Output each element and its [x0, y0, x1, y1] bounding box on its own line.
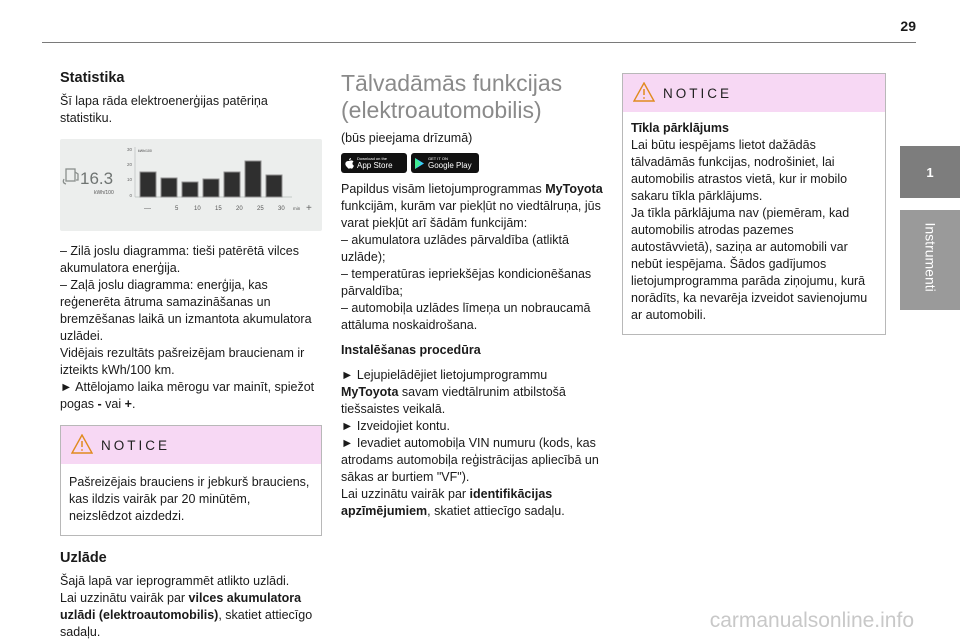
app-store-big: App Store	[357, 161, 393, 170]
google-play-icon	[415, 158, 425, 169]
app-store-badge[interactable]	[341, 153, 407, 173]
bar	[140, 172, 156, 197]
page-number: 29	[900, 18, 916, 34]
remote-functions-title: Tālvadāmās funkcijas (elektroautomobilis)	[341, 70, 563, 123]
notice-header	[61, 426, 321, 464]
network-notice-subtitle: Tīkla pārklājums	[631, 121, 729, 135]
bar	[245, 161, 261, 197]
notice-header	[623, 74, 885, 112]
watermark: carmanualsonline.info	[709, 609, 914, 632]
bar	[161, 178, 177, 197]
x-tick-25: 25	[257, 206, 264, 212]
y-tick-30: 30	[126, 147, 132, 152]
network-notice-box	[622, 73, 886, 335]
x-tick-15: 15	[215, 206, 222, 212]
x-tick-5: 5	[175, 206, 179, 212]
app-store-small: Download on the	[357, 156, 388, 161]
install-more: Lai uzzinātu vairāk par identifikācijas apzīmējumiem, skatiet attiecīgo sadaļu.	[341, 487, 565, 518]
install-heading: Instalēšanas procedūra	[341, 343, 481, 357]
install-step-1: ► Lejupielādējiet lietojumprogrammu MyToyota savam viedtālrunim atbilstošā tiešsaistes veikalā.	[341, 368, 566, 416]
statistics-graph	[60, 139, 322, 231]
remote-intro: Papildus visām lietojumprogrammas MyToyota funkcijām, kurām var piekļūt no viedtālruņa, jūs varat piekļūt arī šādām funkcijām:	[341, 182, 603, 230]
minus-button: —	[144, 205, 151, 212]
bar	[224, 172, 240, 197]
statistics-heading: Statistika	[60, 70, 125, 86]
average-unit: kWh/100	[94, 190, 114, 196]
green-bars-text: – Zaļā joslu diagramma: enerģija, kas reģenerēta ātruma samazināšanas un bremzēšanas laikā un izmantota akumulatora uzlādei.	[60, 278, 312, 343]
notice-title: NOTICE	[663, 86, 733, 101]
remote-item-charging: – akumulatora uzlādes pārvaldība (atliktā uzlāde);	[341, 233, 569, 264]
column-3	[622, 73, 886, 349]
google-play-badge[interactable]	[411, 153, 479, 173]
chart-unit: kWh/100	[138, 149, 152, 153]
bar	[266, 175, 282, 197]
install-step-2: ► Izveidojiet kontu.	[341, 419, 450, 433]
remote-item-temperature: – temperatūras iepriekšējas kondicionēšanas pārvaldība;	[341, 267, 592, 298]
google-play-small: GET IT ON	[428, 156, 448, 161]
availability-note: (būs pieejama drīzumā)	[341, 131, 473, 145]
column-2	[341, 70, 603, 520]
chapter-label: Instrumenti	[922, 222, 939, 292]
notice-title: NOTICE	[101, 438, 171, 453]
blue-bars-text: – Zilā joslu diagramma: tieši patērētā vilces akumulatora enerģija.	[60, 244, 299, 275]
bar	[203, 179, 219, 197]
timescale-text: ► Attēlojamo laika mērogu var mainīt, spiežot pogas - vai +.	[60, 380, 315, 411]
chapter-number: 1	[926, 165, 934, 180]
column-1	[60, 70, 322, 640]
y-tick-20: 20	[126, 162, 132, 167]
charging-text-1: Šajā lapā var ieprogrammēt atlikto uzlādi.	[60, 574, 290, 588]
charging-heading: Uzlāde	[60, 550, 107, 566]
charging-text-2: Lai uzzinātu vairāk par vilces akumulatora uzlādi (elektroautomobilis), skatiet attiecīgo sadaļu.	[60, 591, 313, 639]
x-unit: min	[293, 206, 301, 211]
statistics-intro: Šī lapa rāda elektroenerģijas patēriņa statistiku.	[60, 94, 268, 125]
store-badges	[341, 153, 603, 173]
x-tick-30: 30	[278, 206, 285, 212]
plus-button: +	[306, 203, 312, 214]
apple-icon	[345, 158, 354, 169]
warning-icon	[71, 434, 93, 454]
header-rule	[42, 42, 916, 43]
remote-item-range: – automobiļa uzlādes līmeņa un nobraucamā attāluma noskaidrošana.	[341, 301, 591, 332]
y-tick-0: 0	[129, 193, 132, 198]
network-notice-body-2: Ja tīkla pārklājuma nav (piemēram, kad automobilis atrodas pazemes autostāvvietā), saziņa ar automobili var nebūt iespējama. Šādos gadījumos lietojumprogramma parāda ziņojumu, kurā norādīts, ka nevarēja izveidot savienojumu ar automobili.	[631, 206, 868, 322]
x-tick-20: 20	[236, 206, 243, 212]
bar	[182, 182, 198, 197]
fuel-pump-icon	[63, 169, 78, 184]
install-step-3: ► Ievadiet automobiļa VIN numuru (kods, kas atrodams automobiļa reģistrācijas apliecībā un sākas ar burtiem "VF").	[341, 436, 599, 484]
google-play-big: Google Play	[428, 161, 472, 170]
average-value: 16.3	[80, 169, 114, 188]
statistics-screen-image	[60, 139, 322, 231]
warning-icon	[633, 82, 655, 102]
average-text: Vidējais rezultāts pašreizējam braucienam ir izteikts kWh/100 km.	[60, 346, 305, 377]
notice-box	[60, 425, 322, 536]
x-tick-10: 10	[194, 206, 201, 212]
y-tick-10: 10	[126, 177, 132, 182]
notice-body: Pašreizējais brauciens ir jebkurš brauciens, kas ildzis vairāk par 20 minūtēm, neizslēdzot aizdedzi.	[69, 475, 310, 523]
network-notice-body-1: Lai būtu iespējams lietot dažādās tālvadāmās funkcijas, nodrošiniet, lai automobilis atrastos vietā, kur ir mobilo sakaru tīkla pārklājums.	[631, 138, 848, 203]
